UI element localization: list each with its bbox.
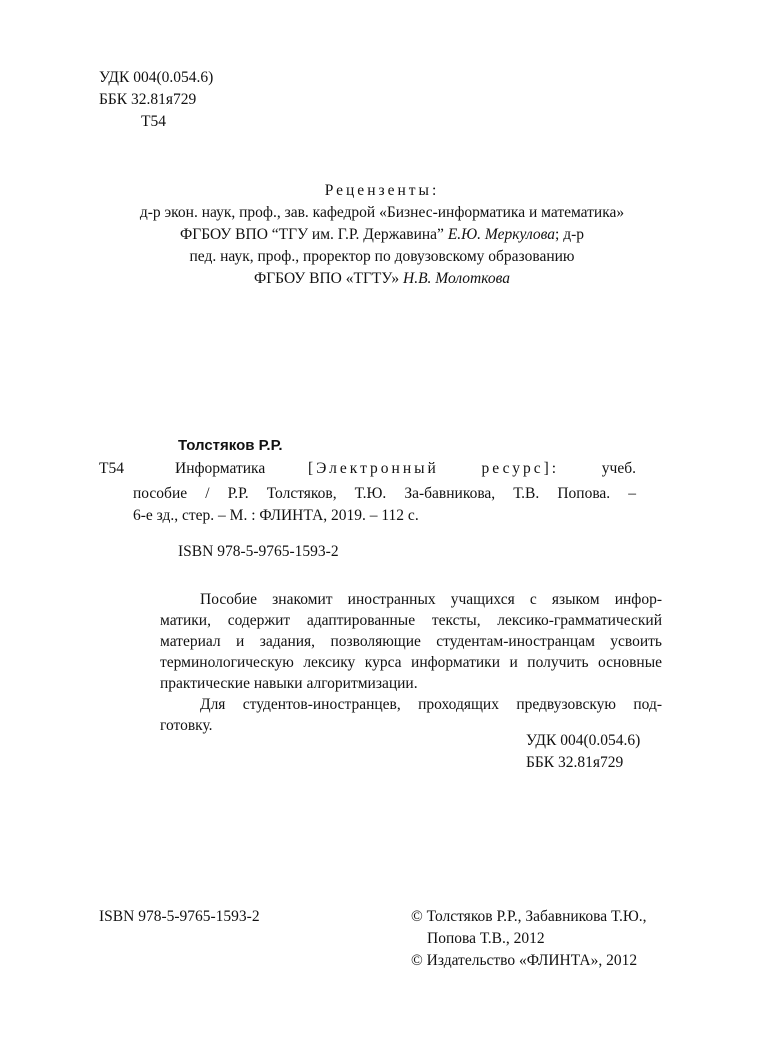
author-mark: Т54 xyxy=(141,113,166,130)
catalog-resource-word: ресурс]: xyxy=(481,460,560,477)
catalog-word: Т.В. xyxy=(513,485,540,502)
annotation-line: Для студентов-иностранцев, проходящих предвузовскую под- xyxy=(200,696,662,713)
reviewer-name-2: Н.В. Молоткова xyxy=(403,270,511,287)
reviewer-line-2 xyxy=(0,225,764,245)
reviewer-org-1: ФГБОУ ВПО “ТГУ им. Г.Р. Державина” xyxy=(179,226,448,243)
bbk-code: ББК 32.81я729 xyxy=(99,91,197,108)
footer-isbn: ISBN 978-5-9765-1593-2 xyxy=(99,908,260,925)
copyright-authors: © Толстяков Р.Р., Забавникова Т.Ю., xyxy=(411,908,647,925)
annotation-line: терминологическую лексику курса информатики и получить основные xyxy=(160,654,662,671)
annotation-udk: УДК 004(0.054.6) xyxy=(526,732,641,749)
catalog-author: Толстяков Р.Р. xyxy=(178,437,283,454)
catalog-word: Толстяков, xyxy=(266,485,337,502)
reviewer-name-1: Е.Ю. Меркулова xyxy=(447,226,556,243)
annotation-line: практические навыки алгоритмизации. xyxy=(160,675,418,692)
catalog-word: пособие xyxy=(133,485,188,502)
catalog-word: Попова. xyxy=(557,485,611,502)
catalog-mark: Т54 xyxy=(99,460,124,477)
catalog-title-word: Информатика xyxy=(175,460,266,477)
reviewer-line-1: д-р экон. наук, проф., зав. кафедрой «Бизнес-информатика и математика» xyxy=(139,204,625,221)
catalog-word: / xyxy=(205,485,210,502)
catalog-line-2 xyxy=(133,484,636,504)
catalog-line-3: 6-е зд., стер. – М. : ФЛИНТА, 2019. – 112 с. xyxy=(133,507,419,524)
catalog-isbn: ISBN 978-5-9765-1593-2 xyxy=(178,543,339,560)
reviewer-degree: ; д-р xyxy=(555,226,585,243)
copyright-publisher: © Издательство «ФЛИНТА», 2012 xyxy=(411,952,638,969)
catalog-resource-word: [Электронный xyxy=(307,460,439,477)
annotation-line: матики, содержит адаптированные тексты, лексико-грамматический xyxy=(160,612,662,629)
catalog-line-1 xyxy=(175,459,636,479)
annotation-bbk: ББК 32.81я729 xyxy=(526,754,624,771)
copyright-authors-cont: Попова Т.В., 2012 xyxy=(427,930,545,947)
reviewers-heading: Рецензенты: xyxy=(324,182,440,199)
annotation-line: материал и задания, позволяющие студентам-иностранцам усвоить xyxy=(160,633,662,650)
reviewer-org-2: ФГБОУ ВПО «ТГТУ» xyxy=(253,270,403,287)
udk-code: УДК 004(0.054.6) xyxy=(99,69,214,86)
catalog-word: За-бавникова, xyxy=(404,485,496,502)
catalog-word: Р.Р. xyxy=(227,485,249,502)
reviewer-line-3: пед. наук, проф., проректор по довузовскому образованию xyxy=(189,248,575,265)
catalog-word: Т.Ю. xyxy=(354,485,387,502)
catalog-word: – xyxy=(628,485,636,502)
annotation xyxy=(160,589,662,736)
annotation-line: Пособие знакомит иностранных учащихся с языком инфор- xyxy=(200,591,662,608)
reviewer-line-4 xyxy=(0,269,764,289)
catalog-type-word: учеб. xyxy=(601,460,636,477)
annotation-line: готовку. xyxy=(160,717,213,734)
